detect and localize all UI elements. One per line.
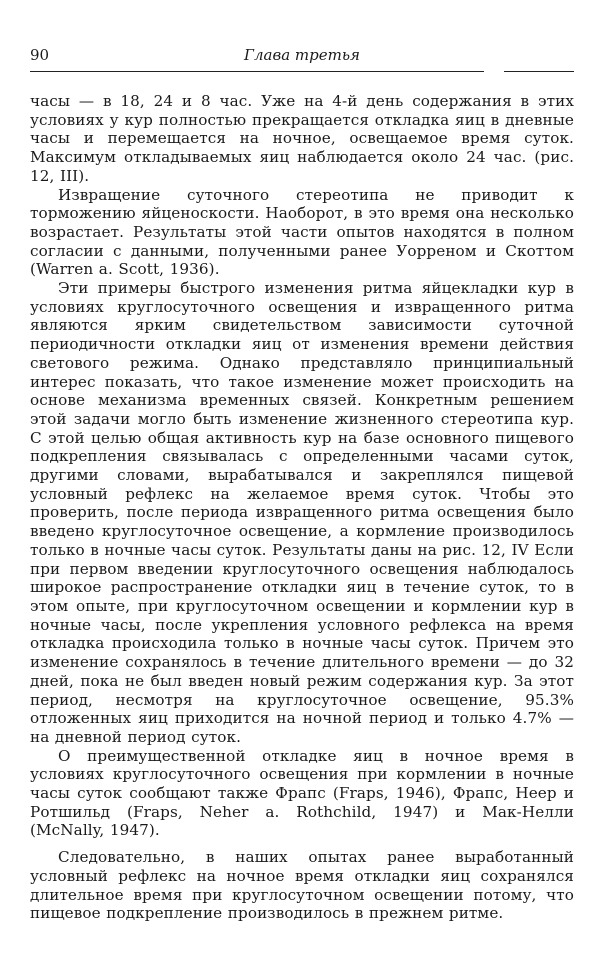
page-number: 90 <box>30 46 50 64</box>
paragraph: Извращение суточного стереотипа не приводит к торможению яйценоскости. Наоборот, в это время она несколько возрастает. Результаты этой части опытов находятся в полном согласии с данными, полученными ранее Уорреном и Скоттом (Warren a. Scott, 1936). <box>30 185 574 279</box>
book-page <box>30 42 574 923</box>
header-rule-short <box>504 71 574 72</box>
paragraph: часы — в 18, 24 и 8 час. Уже на 4-й день содержания в этих условиях у кур полностью прекращается откладка яиц в дневные часы и перемещается на ночное, освещаемое время суток. Максимум откладываемых яиц наблюдается около 24 час. (рис. 12, III). <box>30 92 574 185</box>
paragraph: Эти примеры быстрого изменения ритма яйцекладки кур в условиях круглосуточного освещения и извращенного ритма являются ярким свидетельством зависимости суточной периодичности откладки яиц от изменения времени действия светового режима. Однако представляло принципиальный интерес показать, что такое изменение может происходить на основе механизма временных связей. Конкретным решением этой задачи могло быть изменение жизненного стереотипа кур. С этой целью общая активность кур на базе основного пищевого подкрепления связывалась с определенными часами суток, другими словами, вырабатывался и закреплялся пищевой условный рефлекс на желаемое время суток. Чтобы это проверить, после периода извращенного ритма освещения было введено круглосуточное освещение, а кормление производилось только в ночные часы суток. Результаты даны на рис. 12, IV Если при первом введении круглосуточного освещения наблюдалось широкое распространение откладки яиц в течение суток, то в этом опыте, при круглосуточном освещении и кормлении кур в ночные часы, после укрепления условного рефлекса на время откладка происходила только в ночные часы суток. Причем это изменение сохранялось в течение длительного времени — до 32 дней, пока не был введен новый режим содержания кур. За этот период, несмотря на круглосуточное освещение, 95.3% отложенных яиц приходится на ночной период и только 4.7% — на дневной период суток. <box>30 279 574 746</box>
body-text <box>30 92 574 923</box>
paragraph: О преимущественной откладке яиц в ночное время в условиях круглосуточного освещения при кормлении в ночные часы суток сообщают также Фрапс (Fraps, 1946), Фрапс, Неер и Ротшильд (Fraps, Neher a. Rothchild, 1947) и Мак-Нелли (McNally, 1947). <box>30 746 574 840</box>
header-rule <box>30 71 484 72</box>
chapter-title: Глава третья <box>244 46 360 64</box>
page-header <box>30 42 574 74</box>
paragraph: Следовательно, в наших опытах ранее выработанный условный рефлекс на ночное время откладки яиц сохранялся длительное время при круглосуточном освещении потому, что пищевое подкрепление производилось в прежнем ритме. <box>30 848 574 923</box>
